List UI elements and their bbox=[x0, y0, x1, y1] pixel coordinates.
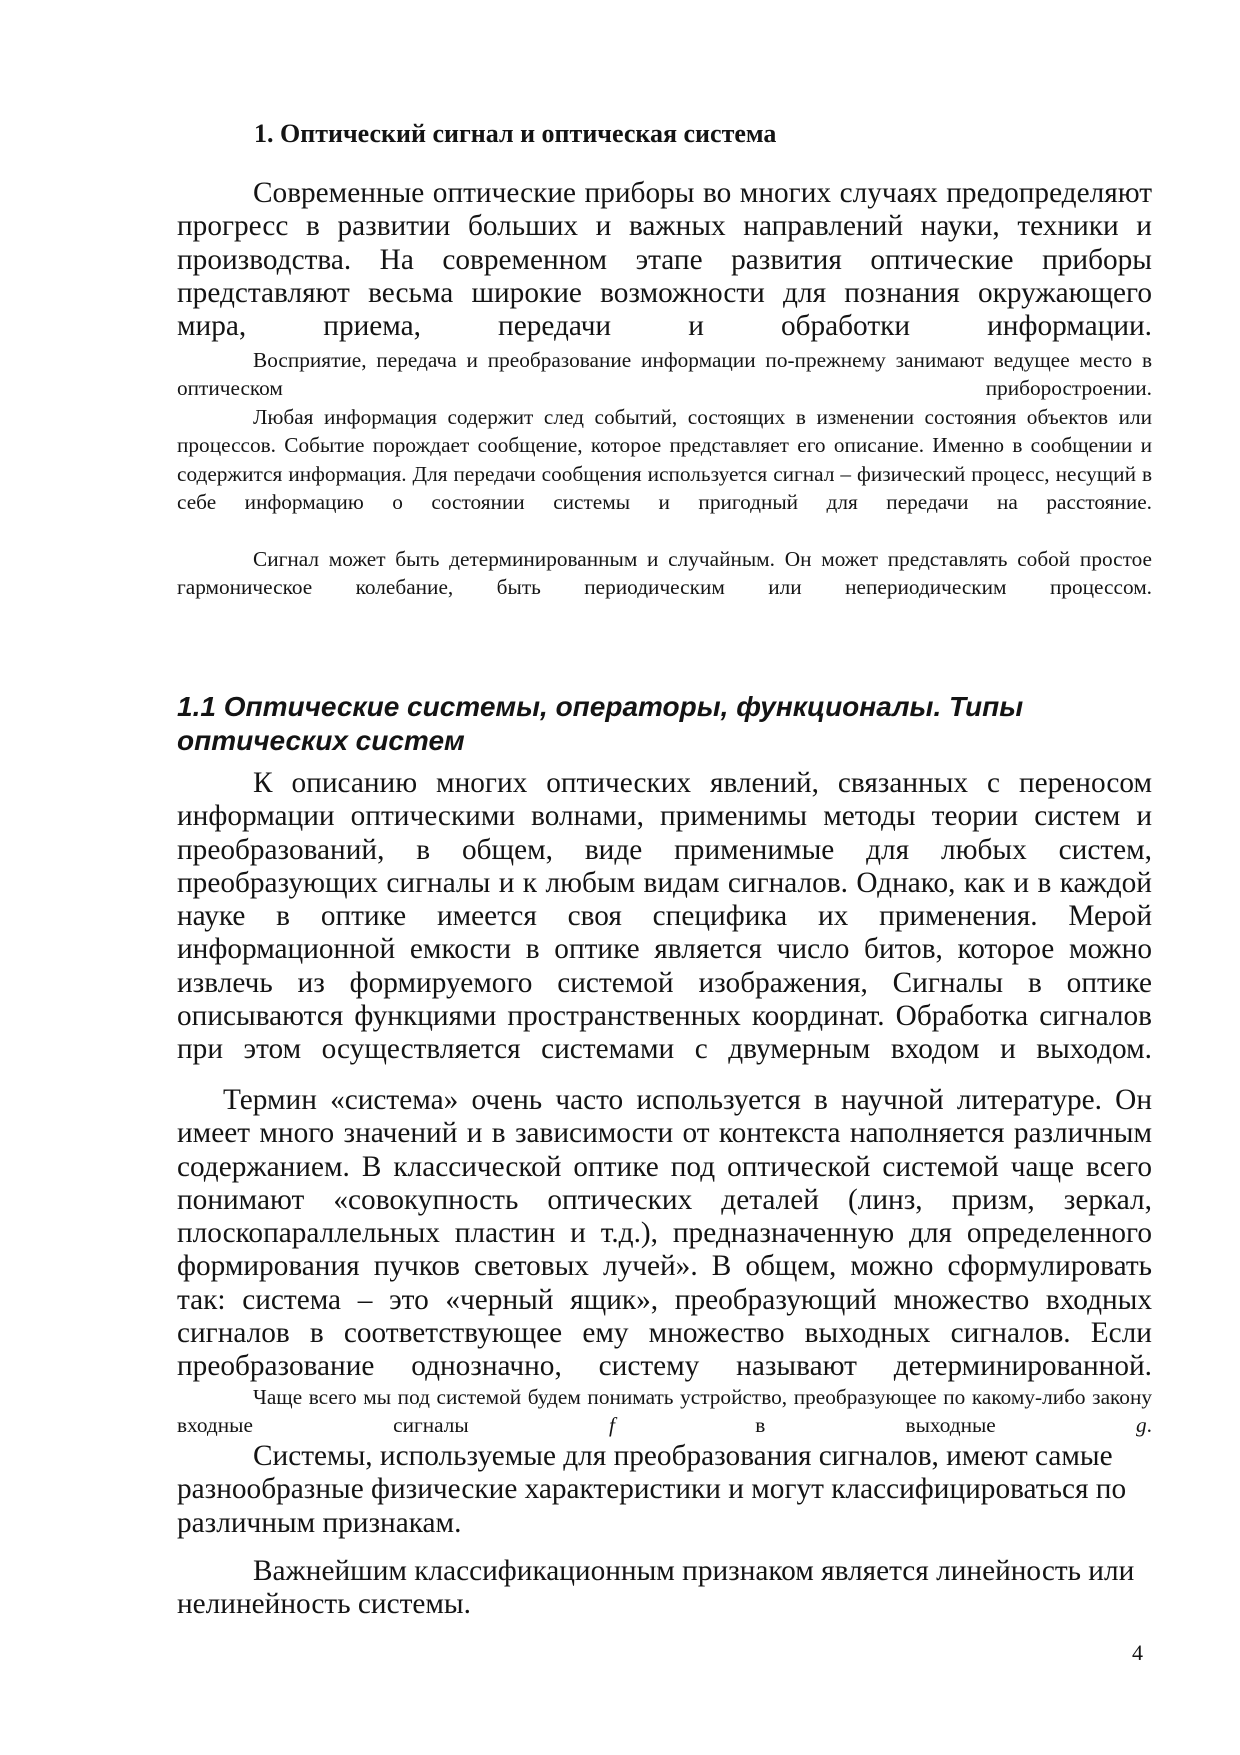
section-1-paragraph-1: Современные оптические приборы во многих случаях предопределяют прогресс в развитии больших и важных направлений науки, техники и производства. На современном этапе развития оптические приборы представляют весьма широкие возможности для познания окружающего мира, приема, передачи и обработки информации. bbox=[177, 177, 1152, 343]
section-1-1-heading bbox=[177, 690, 1023, 758]
page-number: 4 bbox=[1132, 1640, 1143, 1665]
section-1-paragraph-3: Любая информация содержит след событий, состоящих в изменении состояния объектов или процессов. Событие порождает сообщение, которое представляет его описание. Именно в сообщении и содержится информация. Для передачи сообщения используется сигнал – физический процесс, несущий в себе информацию о состоянии системы и пригодный для передачи на расстояние. bbox=[177, 405, 1152, 515]
section-1-1-heading-line-1: 1.1 Оптические системы, операторы, функционалы. Типы bbox=[177, 691, 1024, 722]
section-1-1-paragraph-4: Системы, используемые для преобразования сигналов, имеют самые разнообразные физические характеристики и могут классифицироваться по различным признакам. bbox=[177, 1440, 1127, 1539]
section-1-1-paragraph-2: Термин «система» очень часто используется в научной литературе. Он имеет много значений и в зависимости от контекста наполняется различным содержанием. В классической оптике под оптической системой чаще всего понимают «совокупность оптических деталей (линз, призм, зеркал, плоскопараллельных пластин и т.д.), предназначенную для определенного формирования пучков световых лучей». В общем, можно сформулировать так: система – это «черный ящик», преобразующий множество входных сигналов в соответствующее ему множество выходных сигналов. Если преобразование однозначно, систему называют детерминированной. bbox=[177, 1084, 1152, 1383]
section-1-paragraph-2: Восприятие, передача и преобразование информации по-прежнему занимают ведущее место в оптическом приборостроении. bbox=[177, 348, 1152, 401]
variable-g: g bbox=[1136, 1413, 1147, 1438]
section-1-1-paragraph-1: К описанию многих оптических явлений, связанных с переносом информации оптическими волнами, применимы методы теории систем и преобразований, в общем, виде применимые для любых систем, преобразующих сигналы и к любым видам сигналов. Однако, как и в каждой науке в оптике имеется своя специфика их применения. Мерой информационной емкости в оптике является число битов, которое можно извлечь из формируемого системой изображения, Сигналы в оптике описываются функциями пространственных координат. Обработка сигналов при этом осуществляется системами с двумерным входом и выходом. bbox=[177, 767, 1152, 1066]
section-1-heading: 1. Оптический сигнал и оптическая система bbox=[254, 119, 777, 148]
section-1-1-heading-line-2: оптических систем bbox=[177, 725, 465, 756]
variable-f: f bbox=[609, 1413, 615, 1438]
section-1-1-paragraph-3 bbox=[177, 1383, 1152, 1440]
paragraph-3-text-2: в выходные bbox=[614, 1413, 1137, 1438]
section-1-paragraph-4: Сигнал может быть детерминированным и случайным. Он может представлять собой простое гармоническое колебание, быть периодическим или непериодическим процессом. bbox=[177, 547, 1152, 600]
paragraph-3-text-3: . bbox=[1146, 1413, 1152, 1438]
section-1-1-paragraph-5: Важнейшим классификационным признаком является линейность или нелинейность системы. bbox=[177, 1555, 1135, 1621]
paragraph-3-text-1: Чаще всего мы под системой будем понимать устройство, преобразующее по какому-либо закону входные сигналы bbox=[177, 1385, 1152, 1438]
